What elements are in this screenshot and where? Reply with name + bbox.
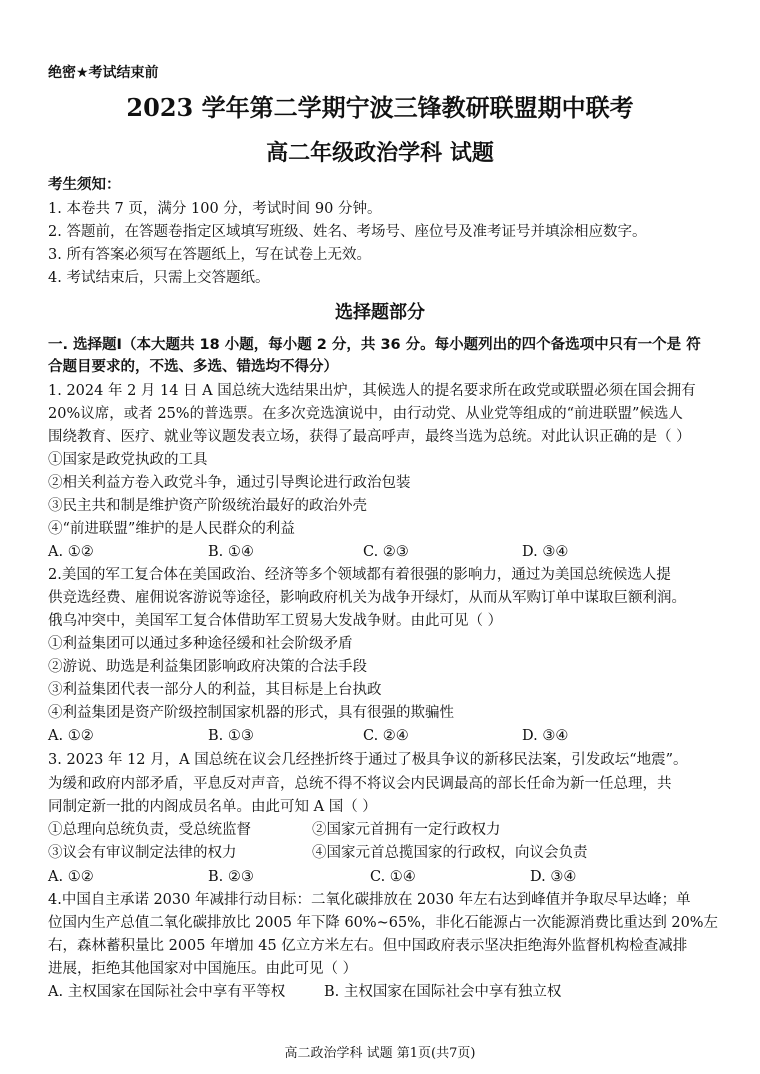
option-b[interactable]: B. 主权国家在国际社会中享有独立权 — [324, 984, 562, 1000]
question-2-statement: ②游说、助选是利益集团影响政府决策的合法手段 — [48, 659, 367, 675]
question-4-text: 右，森林蓄积量比 2005 年增加 45 亿立方米左右。但中国政府表示坚决拒绝海外监督机构检查减排 — [48, 938, 688, 954]
question-2-statement: ③利益集团代表一部分人的利益，其目标是上台执政 — [48, 682, 382, 698]
question-3-text: 为缓和政府内部矛盾，平息反对声音，总统不得不将议会内民调最高的部长任命为新一任总理，共 — [48, 776, 672, 792]
question-4-text: 进展，拒绝其他国家对中国施压。由此可见（ ） — [48, 961, 358, 977]
section-instruction: 一. 选择题Ⅰ（本大题共 18 小题，每小题 2 分，共 36 分。每小题列出的四个备选项中只有一个是 符 — [48, 337, 701, 353]
notice-heading: 考生须知： — [48, 177, 121, 193]
question-1-text: 1. 2024 年 2 月 14 日 A 国总统大选结果出炉，其候选人的提名要求所在政党或联盟必须在国会拥有 — [48, 383, 696, 399]
question-1-statement: ②相关利益方卷入政党斗争，通过引导舆论进行政治包装 — [48, 475, 411, 491]
option-d[interactable]: D. ③④ — [522, 544, 569, 560]
option-a[interactable]: A. ①② — [48, 544, 94, 560]
notice-item: 4. 考试结束后，只需上交答题纸。 — [48, 270, 270, 286]
question-3-text: 3. 2023 年 12 月，A 国总统在议会几经挫折终于通过了极具争议的新移民法案，引发政坛“地震”。 — [48, 752, 688, 768]
question-2-text: 2.美国的军工复合体在美国政治、经济等多个领域都有着很强的影响力，通过为美国总统候选人提 — [48, 567, 671, 583]
option-b[interactable]: B. ①④ — [208, 544, 254, 560]
question-2-text: 供竞选经费、雇佣说客游说等途径，影响政府机关为战争开绿灯，从而从军购订单中谋取巨额利润。 — [48, 590, 686, 606]
question-3-text: 同制定新一批的内阁成员名单。由此可知 A 国（ ） — [48, 799, 377, 815]
notice-item: 1. 本卷共 7 页，满分 100 分，考试时间 90 分钟。 — [48, 201, 382, 217]
question-2-statement: ①利益集团可以通过多种途径缓和社会阶级矛盾 — [48, 636, 353, 652]
question-3-statement: ①总理向总统负责，受总统监督 — [48, 822, 251, 838]
confidential-label: 绝密★考试结束前 — [48, 65, 159, 81]
question-4-text: 4.中国自主承诺 2030 年减排行动目标：二氧化碳排放在 2030 年左右达到峰值并争取尽早达峰；单 — [48, 892, 691, 908]
question-1-text: 围绕教育、医疗、就业等议题发表立场，获得了最高呼声，最终当选为总统。对此认识正确的是（ ） — [48, 429, 691, 445]
option-a[interactable]: A. ①② — [48, 728, 94, 744]
question-4-text: 位国内生产总值二氧化碳排放比 2005 年下降 60%~65%，非化石能源占一次能源消费比重达到 20%左 — [48, 915, 718, 931]
option-b[interactable]: B. ②③ — [208, 869, 254, 885]
section-title: 选择题部分 — [335, 302, 425, 323]
question-2-statement: ④利益集团是资产阶级控制国家机器的形式，具有很强的欺骗性 — [48, 705, 454, 721]
option-d[interactable]: D. ③④ — [522, 728, 569, 744]
question-3-statement: ④国家元首总揽国家的行政权，向议会负责 — [312, 845, 588, 861]
option-c[interactable]: C. ②④ — [363, 728, 409, 744]
question-1-statement: ③民主共和制是维护资产阶级统治最好的政治外壳 — [48, 498, 367, 514]
option-c[interactable]: C. ①④ — [370, 869, 416, 885]
option-c[interactable]: C. ②③ — [363, 544, 409, 560]
option-a[interactable]: A. 主权国家在国际社会中享有平等权 — [48, 984, 286, 1000]
question-3-statement: ②国家元首拥有一定行政权力 — [312, 822, 501, 838]
question-2-text: 俄乌冲突中，美国军工复合体借助军工贸易大发战争财。由此可见（ ） — [48, 613, 503, 629]
notice-item: 3. 所有答案必须写在答题纸上，写在试卷上无效。 — [48, 247, 371, 263]
question-3-statement: ③议会有审议制定法律的权力 — [48, 845, 237, 861]
question-1-statement: ①国家是政党执政的工具 — [48, 452, 208, 468]
question-1-statement: ④“前进联盟”维护的是人民群众的利益 — [48, 521, 295, 537]
option-a[interactable]: A. ①② — [48, 869, 94, 885]
notice-item: 2. 答题前，在答题卷指定区域填写班级、姓名、考场号、座位号及准考证号并填涂相应数字。 — [48, 224, 647, 240]
page-footer: 高二政治学科 试题 第1页(共7页) — [284, 1046, 476, 1061]
option-d[interactable]: D. ③④ — [530, 869, 577, 885]
option-b[interactable]: B. ①③ — [208, 728, 254, 744]
exam-title: 2023 学年第二学期宁波三锋教研联盟期中联考 — [126, 93, 634, 122]
section-instruction: 合题目要求的，不选、多选、错选均不得分） — [48, 359, 338, 375]
exam-subtitle: 高二年级政治学科 试题 — [266, 140, 494, 166]
question-1-text: 20%议席，或者 25%的普选票。在多次竞选演说中，由行动党、从业党等组成的“前进联盟”候选人 — [48, 406, 683, 422]
